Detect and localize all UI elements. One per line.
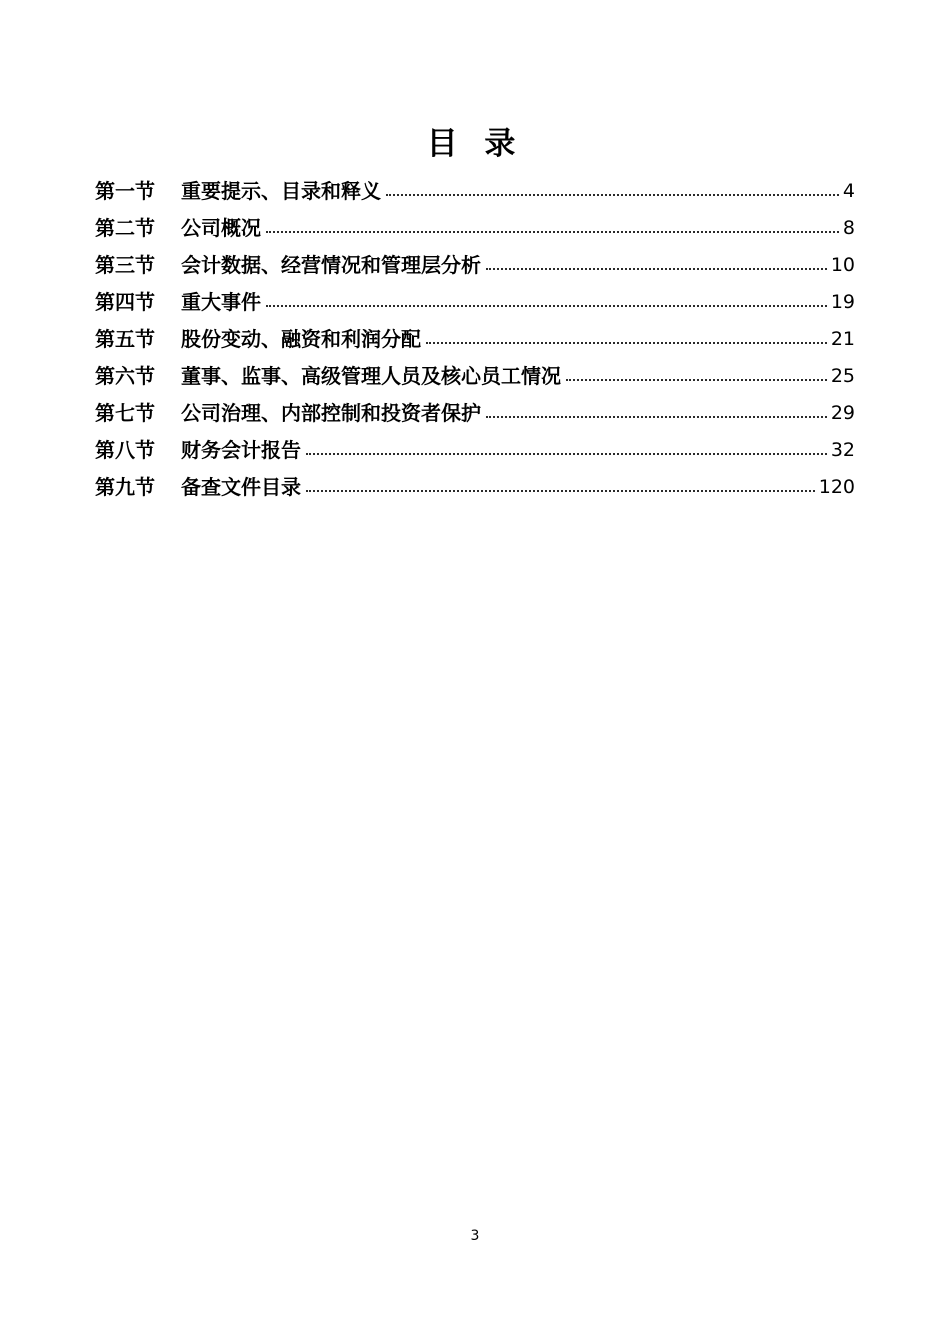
toc-chapter-label: 第三节 bbox=[95, 253, 155, 277]
toc-chapter-label: 第一节 bbox=[95, 179, 155, 203]
dot-leader bbox=[426, 342, 827, 344]
toc-entry[interactable] bbox=[95, 427, 855, 464]
toc-entry[interactable] bbox=[95, 168, 855, 205]
toc-page-number: 120 bbox=[818, 476, 855, 498]
toc-chapter-label: 第九节 bbox=[95, 475, 155, 499]
toc-entry-title: 公司治理、内部控制和投资者保护 bbox=[181, 401, 481, 425]
toc-entry-title: 会计数据、经营情况和管理层分析 bbox=[181, 253, 481, 277]
dot-leader bbox=[566, 379, 827, 381]
dot-leader bbox=[486, 268, 827, 270]
table-of-contents bbox=[95, 168, 855, 501]
toc-entry[interactable] bbox=[95, 279, 855, 316]
toc-entry-title: 财务会计报告 bbox=[181, 438, 301, 462]
page-title: 目 录 bbox=[426, 126, 524, 162]
dot-leader bbox=[306, 490, 815, 492]
toc-entry-title: 股份变动、融资和利润分配 bbox=[181, 327, 421, 351]
toc-entry-title: 重要提示、目录和释义 bbox=[181, 179, 381, 203]
dot-leader bbox=[306, 453, 827, 455]
toc-page-number: 21 bbox=[830, 328, 855, 350]
toc-entry[interactable] bbox=[95, 316, 855, 353]
dot-leader bbox=[266, 305, 827, 307]
toc-entry-title: 重大事件 bbox=[181, 290, 261, 314]
toc-page-number: 19 bbox=[830, 291, 855, 313]
toc-chapter-label: 第五节 bbox=[95, 327, 155, 351]
toc-entry-title: 备查文件目录 bbox=[181, 475, 301, 499]
toc-page-number: 8 bbox=[842, 217, 855, 239]
toc-entry[interactable] bbox=[95, 353, 855, 390]
toc-chapter-label: 第七节 bbox=[95, 401, 155, 425]
dot-leader bbox=[486, 416, 827, 418]
toc-entry[interactable] bbox=[95, 390, 855, 427]
toc-page-number: 4 bbox=[842, 180, 855, 202]
page-footer bbox=[0, 1228, 950, 1244]
toc-page-number: 29 bbox=[830, 402, 855, 424]
dot-leader bbox=[266, 231, 839, 233]
toc-entry-title: 公司概况 bbox=[181, 216, 261, 240]
toc-page-number: 32 bbox=[830, 439, 855, 461]
toc-entry[interactable] bbox=[95, 464, 855, 501]
toc-page-number: 25 bbox=[830, 365, 855, 387]
footer-page-number: 3 bbox=[470, 1228, 480, 1244]
toc-entry-title: 董事、监事、高级管理人员及核心员工情况 bbox=[181, 364, 561, 388]
toc-chapter-label: 第八节 bbox=[95, 438, 155, 462]
toc-entry[interactable] bbox=[95, 242, 855, 279]
toc-chapter-label: 第六节 bbox=[95, 364, 155, 388]
toc-entry[interactable] bbox=[95, 205, 855, 242]
toc-page-number: 10 bbox=[830, 254, 855, 276]
toc-chapter-label: 第二节 bbox=[95, 216, 155, 240]
toc-chapter-label: 第四节 bbox=[95, 290, 155, 314]
dot-leader bbox=[386, 194, 839, 196]
